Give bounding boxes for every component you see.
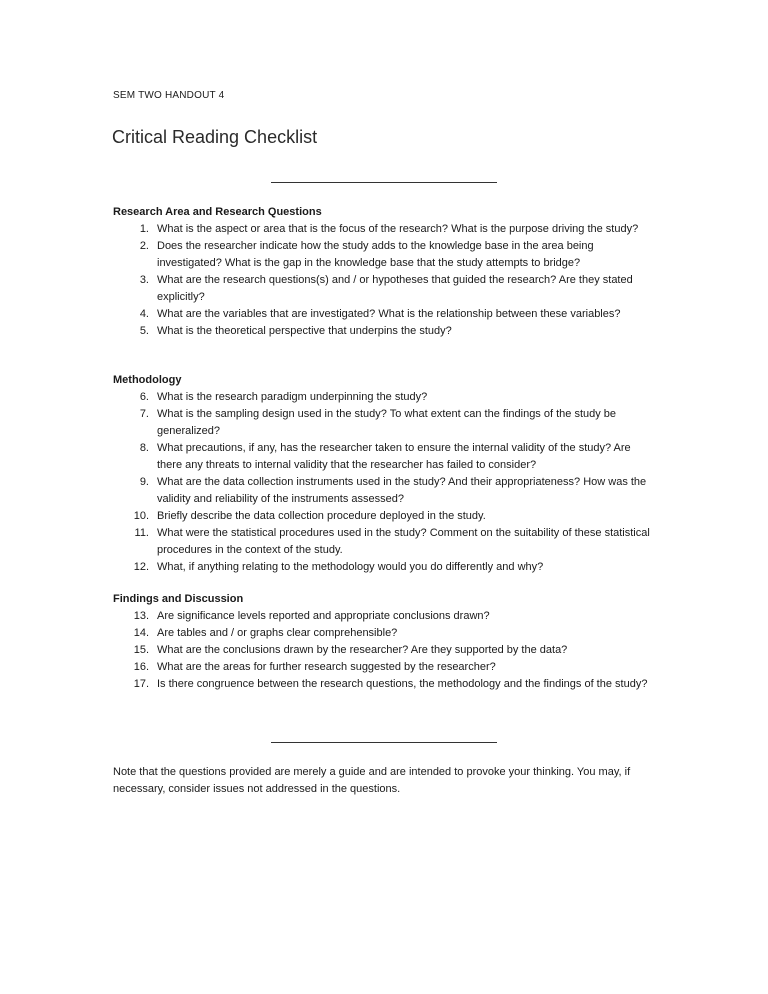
section-findings <box>113 591 658 693</box>
list-item <box>113 272 658 306</box>
item-number: 10. <box>133 510 149 522</box>
item-text: Are tables and / or graphs clear comprehensible? <box>157 627 398 639</box>
item-number: 5. <box>139 325 149 337</box>
item-number: 14. <box>133 627 149 639</box>
item-text: What are the data collection instruments used in the study? And their appropriateness? How was the validity and reliability of the instruments assessed? <box>157 476 647 505</box>
item-text: What are the variables that are investigated? What is the relationship between these variables? <box>157 308 621 320</box>
item-text: Briefly describe the data collection procedure deployed in the study. <box>157 510 486 522</box>
item-text: What are the conclusions drawn by the researcher? Are they supported by the data? <box>157 644 568 656</box>
item-number: 8. <box>139 442 149 454</box>
item-number: 7. <box>139 408 149 420</box>
list-item <box>113 389 658 406</box>
item-number: 13. <box>133 610 149 622</box>
question-list <box>113 389 658 576</box>
section-research-area <box>113 204 658 340</box>
list-item <box>113 323 658 340</box>
list-item <box>113 238 658 272</box>
list-item <box>113 525 658 559</box>
page-title: Critical Reading Checklist <box>112 127 318 147</box>
list-item <box>113 625 658 642</box>
list-item <box>113 642 658 659</box>
item-number: 11. <box>134 527 149 539</box>
item-text: What is the aspect or area that is the focus of the research? What is the purpose driving the study? <box>157 223 639 235</box>
item-number: 4. <box>139 308 149 320</box>
item-text: Is there congruence between the research questions, the methodology and the findings of the study? <box>157 678 648 690</box>
item-number: 15. <box>133 644 149 656</box>
item-number: 9. <box>139 476 149 488</box>
list-item <box>113 659 658 676</box>
item-number: 12. <box>133 561 149 573</box>
item-number: 16. <box>133 661 149 673</box>
item-text: What were the statistical procedures used in the study? Comment on the suitability of these statistical procedures in the context of the study. <box>157 527 650 556</box>
list-item <box>113 559 658 576</box>
item-number: 1. <box>139 223 149 235</box>
item-number: 3. <box>139 274 149 286</box>
item-text: What precautions, if any, has the researcher taken to ensure the internal validity of the study? Are there any threats to internal validity that the researcher has failed to consider? <box>157 442 631 471</box>
handout-label: SEM TWO HANDOUT 4 <box>113 90 225 101</box>
list-item <box>113 608 658 625</box>
item-text: What, if anything relating to the methodology would you do differently and why? <box>157 561 544 573</box>
list-item <box>113 474 658 508</box>
section-heading: Findings and Discussion <box>113 593 244 605</box>
item-text: Does the researcher indicate how the study adds to the knowledge base in the area being investigated? What is the gap in the knowledge base that the study attempts to bridge? <box>157 240 594 269</box>
top-divider <box>271 182 497 183</box>
bottom-divider <box>271 742 497 743</box>
item-number: 2. <box>139 240 149 252</box>
item-number: 17. <box>133 678 149 690</box>
closing-note: Note that the questions provided are merely a guide and are intended to provoke your thinking. You may, if necessary, consider issues not addressed in the questions. <box>113 766 631 795</box>
list-item <box>113 221 658 238</box>
section-heading: Methodology <box>113 374 182 386</box>
item-text: What is the research paradigm underpinning the study? <box>157 391 428 403</box>
item-number: 6. <box>139 391 149 403</box>
item-text: Are significance levels reported and appropriate conclusions drawn? <box>157 610 490 622</box>
section-heading: Research Area and Research Questions <box>113 206 322 218</box>
question-list <box>113 221 658 340</box>
list-item <box>113 440 658 474</box>
question-list <box>113 608 658 693</box>
list-item <box>113 508 658 525</box>
list-item <box>113 406 658 440</box>
item-text: What is the theoretical perspective that underpins the study? <box>157 325 452 337</box>
section-methodology <box>113 372 658 576</box>
item-text: What are the areas for further research suggested by the researcher? <box>157 661 496 673</box>
list-item <box>113 676 658 693</box>
item-text: What is the sampling design used in the study? To what extent can the findings of the study be generalized? <box>157 408 617 437</box>
item-text: What are the research questions(s) and / or hypotheses that guided the research? Are they stated explicitly? <box>157 274 633 303</box>
list-item <box>113 306 658 323</box>
